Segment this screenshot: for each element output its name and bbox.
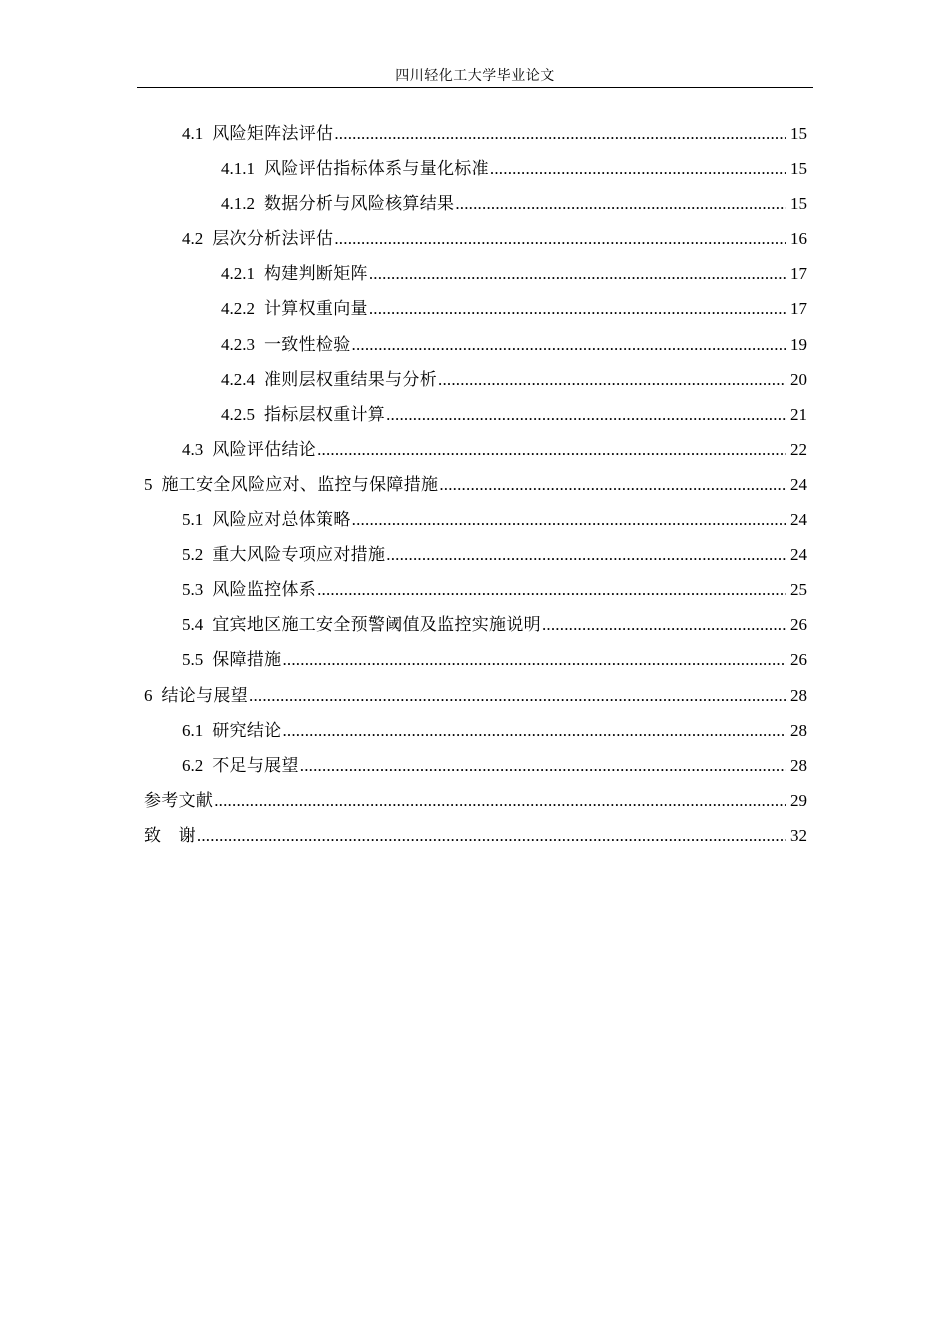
toc-entry[interactable] (144, 327, 807, 362)
toc-entry-number: 4.2.1 (221, 264, 255, 284)
toc-entry-number: 4.2.5 (221, 404, 255, 424)
toc-entry-page-number: 17 (790, 299, 807, 319)
toc-entry[interactable] (144, 607, 807, 642)
toc-entry-page-number: 15 (790, 159, 807, 179)
toc-entry-number: 4.1.2 (221, 194, 255, 214)
toc-entry[interactable] (144, 537, 807, 572)
toc-entry-number: 6.2 (182, 755, 204, 775)
toc-entry-title: 不足与展望 (212, 755, 299, 775)
toc-entry[interactable] (144, 713, 807, 748)
toc-entry-number: 4.1.1 (221, 159, 255, 179)
toc-dot-leader (334, 221, 786, 256)
toc-entry-page-number: 28 (790, 720, 807, 740)
toc-entry[interactable] (144, 397, 807, 432)
toc-entry-page-number: 24 (790, 474, 807, 494)
toc-dot-leader (317, 432, 786, 467)
toc-entry[interactable] (144, 221, 807, 256)
toc-entry-title: 施工安全风险应对、监控与保障措施 (161, 474, 439, 494)
toc-entry[interactable] (144, 151, 807, 186)
toc-entry[interactable] (144, 467, 807, 502)
toc-dot-leader (334, 116, 786, 151)
page-header-title: 四川轻化工大学毕业论文 (395, 69, 555, 84)
toc-entry-number: 4.2.4 (221, 369, 255, 389)
toc-entry-title: 数据分析与风险核算结果 (264, 194, 455, 214)
toc-entry[interactable] (144, 186, 807, 221)
toc-dot-leader (455, 186, 786, 221)
toc-entry-number: 4.2.2 (221, 299, 255, 319)
toc-entry-page-number: 28 (790, 685, 807, 705)
toc-entry-title: 计算权重向量 (264, 299, 368, 319)
toc-entry-page-number: 15 (790, 124, 807, 143)
toc-dot-leader (282, 713, 786, 748)
toc-entry-title: 风险矩阵法评估 (212, 124, 334, 143)
toc-entry[interactable] (144, 502, 807, 537)
toc-entry-title: 指标层权重计算 (264, 404, 386, 424)
toc-entry[interactable] (144, 642, 807, 677)
toc-entry-number: 5.3 (182, 580, 204, 600)
toc-entry-number: 5.2 (182, 545, 204, 565)
toc-entry-number: 4.2.3 (221, 334, 255, 354)
toc-entry[interactable] (144, 291, 807, 326)
toc-entry-page-number: 29 (790, 790, 807, 810)
toc-entry[interactable] (144, 818, 807, 853)
toc-entry-title: 致 谢 (144, 825, 196, 845)
toc-entry-title: 风险监控体系 (212, 580, 317, 600)
toc-entry[interactable] (144, 572, 807, 607)
toc-entry-page-number: 32 (790, 825, 807, 845)
toc-entry-title: 风险应对总体策略 (212, 510, 351, 530)
toc-entry-number: 5 (144, 474, 153, 494)
toc-dot-leader (352, 502, 786, 537)
toc-dot-leader (542, 607, 786, 642)
toc-entry-page-number: 16 (790, 229, 807, 249)
toc-dot-leader (352, 327, 787, 362)
toc-entry-title: 层次分析法评估 (212, 229, 334, 249)
toc-dot-leader (369, 256, 786, 291)
toc-dot-leader (214, 783, 786, 818)
toc-entry-page-number: 21 (790, 404, 807, 424)
toc-dot-leader (490, 151, 786, 186)
toc-entry-number: 6 (144, 685, 153, 705)
toc-entry-title: 参考文献 (144, 790, 214, 810)
toc-entry-title: 风险评估结论 (212, 439, 317, 459)
toc-entry[interactable] (144, 256, 807, 291)
toc-entry[interactable] (144, 362, 807, 397)
toc-entry-page-number: 22 (790, 439, 807, 459)
toc-entry-page-number: 15 (790, 194, 807, 214)
toc-dot-leader (282, 642, 786, 677)
toc-entry[interactable] (144, 783, 807, 818)
toc-entry-page-number: 19 (790, 334, 807, 354)
toc-entry-number: 5.1 (182, 510, 204, 530)
toc-entry-number: 5.5 (182, 650, 204, 670)
toc-entry-page-number: 24 (790, 545, 807, 565)
toc-entry[interactable] (144, 432, 807, 467)
toc-dot-leader (439, 467, 786, 502)
toc-entry-number: 5.4 (182, 615, 204, 635)
toc-entry-title: 重大风险专项应对措施 (212, 545, 386, 565)
toc-entry-number: 4.1 (182, 124, 204, 143)
toc-dot-leader (386, 397, 786, 432)
toc-entry-page-number: 24 (790, 510, 807, 530)
toc-entry-page-number: 17 (790, 264, 807, 284)
toc-dot-leader (369, 291, 786, 326)
toc-entry-page-number: 26 (790, 650, 807, 670)
toc-entry-page-number: 20 (790, 369, 807, 389)
table-of-contents (144, 116, 807, 853)
toc-entry-title: 研究结论 (212, 720, 282, 740)
toc-dot-leader (386, 537, 786, 572)
toc-dot-leader (317, 572, 786, 607)
toc-dot-leader (300, 748, 786, 783)
toc-dot-leader (249, 678, 786, 713)
toc-entry-number: 6.1 (182, 720, 204, 740)
toc-dot-leader (197, 818, 786, 853)
toc-entry-title: 准则层权重结果与分析 (264, 369, 437, 389)
toc-entry-title: 构建判断矩阵 (264, 264, 368, 284)
toc-entry-title: 宜宾地区施工安全预警阈值及监控实施说明 (212, 615, 541, 635)
header-rule (137, 87, 813, 88)
toc-entry-title: 结论与展望 (161, 685, 248, 705)
toc-entry[interactable] (144, 678, 807, 713)
toc-dot-leader (438, 362, 786, 397)
toc-entry-page-number: 26 (790, 615, 807, 635)
toc-entry-title: 一致性检验 (264, 334, 351, 354)
toc-entry-title: 保障措施 (212, 650, 282, 670)
toc-entry[interactable] (144, 116, 807, 151)
toc-entry-page-number: 25 (790, 580, 807, 600)
toc-entry-number: 4.2 (182, 229, 204, 249)
toc-entry-number: 4.3 (182, 439, 204, 459)
toc-entry-page-number: 28 (790, 755, 807, 775)
toc-entry-title: 风险评估指标体系与量化标准 (264, 159, 489, 179)
toc-entry[interactable] (144, 748, 807, 783)
